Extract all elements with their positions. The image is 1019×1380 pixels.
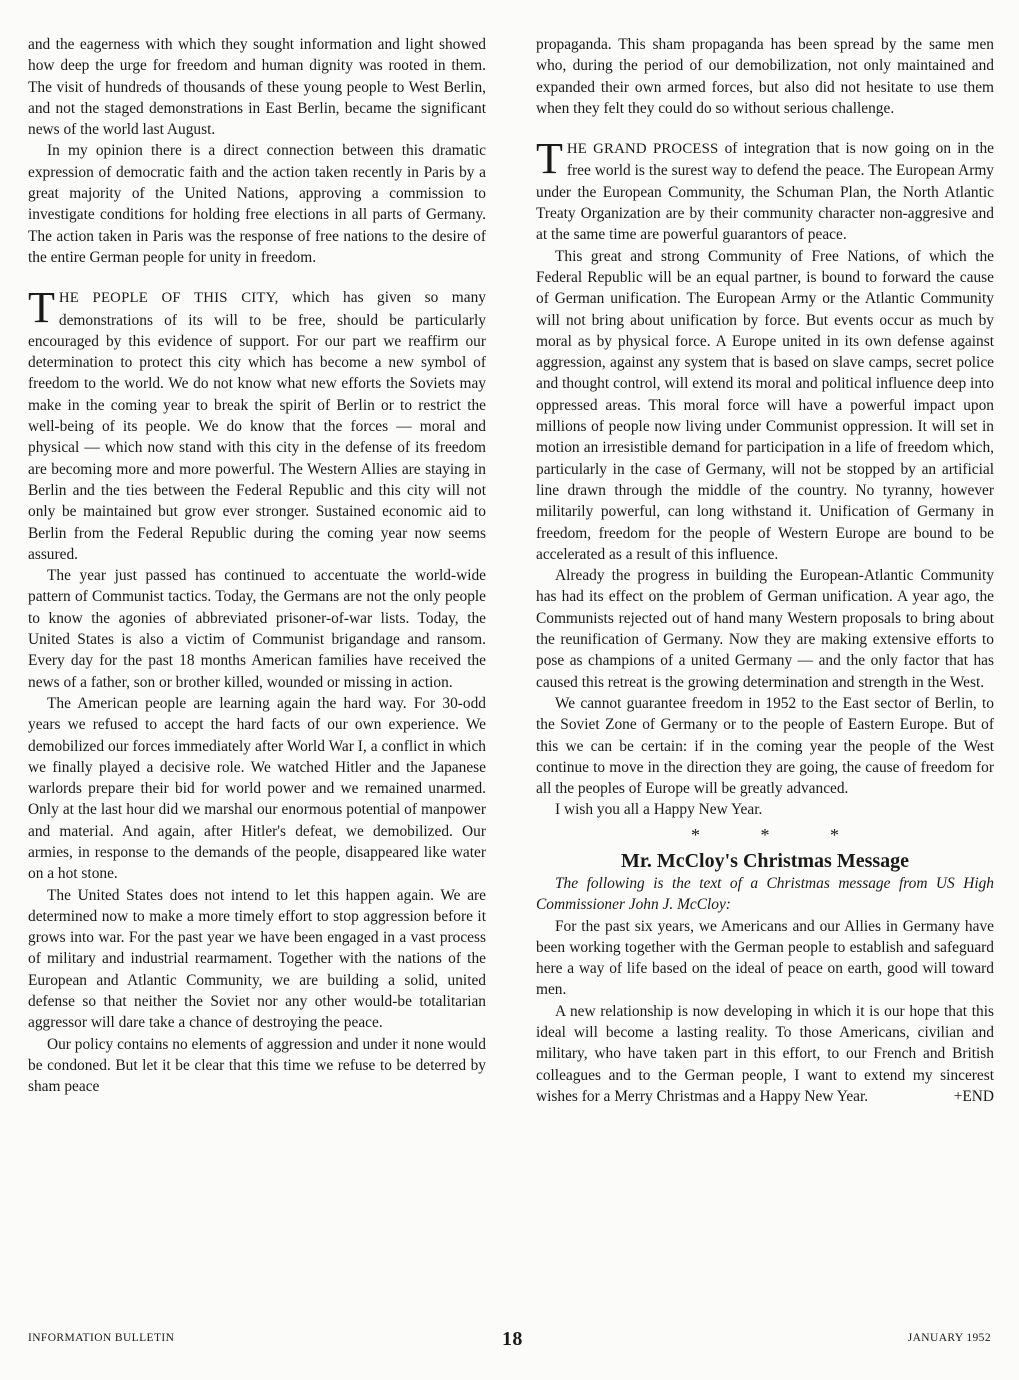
- page-footer: [28, 1328, 991, 1352]
- section-paragraph: [28, 283, 486, 565]
- right-column: [536, 34, 994, 1107]
- paragraph-text: A new relationship is now developing in which it is our hope that this ideal will become a lasting reality. To those Americans, civilian and military, who have taken part in this effort, to our French and British colleagues and to the German people, I want to extend my sincerest wishes for a Merry Christmas and a Happy New Year.: [536, 1002, 994, 1105]
- publication-name: INFORMATION BULLETIN: [28, 1332, 175, 1344]
- paragraph: The American people are learning again the hard way. For 30-odd years we refused to accept the hard facts of our own experience. We demobilized our forces immediately after World War I, a conflict in which we finally played a decisive role. We watched Hitler and the Japanese warlords prepare their bid for world power and we remained unarmed. Only at the last hour did we marshal our enormous potential of manpower and material. And again, after Hitler's defeat, we demobilized. Our armies, in response to the demands of the people, disappeared like water on a hot stone.: [28, 694, 486, 883]
- paragraph: propaganda. This sham propaganda has been spread by the same men who, during the period of our demobilization, not only maintained and expanded their own armed forces, but also did not hesitate to use them when they felt they could do so without serious challenge.: [536, 36, 994, 117]
- section-separator: * * *: [691, 824, 867, 845]
- page-number: 18: [502, 1328, 523, 1350]
- paragraph-text: which has given so many demonstrations of its will to be free, should be particularly encouraged by this evidence of support. For our part we reaffirm our determination to protect this city which has become a new symbol of freedom to the world. We do not know what new efforts the Soviets may make in the coming year to break the spirit of Berlin or to restrict the well-being of its people. We do know that the forces — moral and physical — which now stand with this city in the defense of its freedom are becoming more and more powerful. The Western Allies are staying in Berlin and the ties between the Federal Republic and this city will not only be maintained but grow ever stronger. Sustained economic aid to Berlin from the Federal Republic during the coming year now seems assured.: [28, 289, 486, 563]
- section-lead: HE GRAND PROCESS: [566, 141, 719, 158]
- paragraph: Our policy contains no elements of aggression and under it none would be condoned. But let it be clear that this time we refuse to be deterred by sham peace: [28, 1035, 486, 1096]
- paragraph: The year just passed has continued to accentuate the world-wide pattern of Communist tactics. Today, the Germans are not the only people to know the agonies of abbreviated prisoner-of-war lists. Today, the United States is also a victim of Communist brigandage and ransom. Every day for the past 18 months American families have received the news of a father, son or brother killed, wounded or missing in action.: [28, 567, 486, 691]
- issue-date: JANUARY 1952: [907, 1332, 991, 1344]
- paragraph: [536, 1001, 994, 1107]
- paragraph: We cannot guarantee freedom in 1952 to the East sector of Berlin, to the Soviet Zone of Germany or to the people of Eastern Europe. But of this we can be certain: if in the coming year the people of the West continue to move in the direction they are going, the cause of freedom for all the peoples of Europe will be greatly advanced.: [536, 694, 994, 798]
- paragraph: For the past six years, we Americans and our Allies in Germany have been working together with the German people to establish and safeguard here a way of life based on the ideal of peace on earth, good will toward men.: [536, 917, 994, 999]
- paragraph: In my opinion there is a direct connection between this dramatic expression of democratic faith and the action taken recently in Paris by a great majority of the United Nations, approving a commission to investigate conditions for holding free elections in all parts of Germany. The action taken in Paris was the response of free nations to the desire of the entire German people for unity in freedom.: [28, 142, 486, 266]
- paragraph-text: of integration that is now going on in the free world is the surest way to defend the peace. The European Army under the European Community, the Schuman Plan, the North Atlantic Treaty Organization are by their community character non-aggresive and at the same time are powerful guarantors of peace.: [536, 140, 994, 244]
- paragraph: The United States does not intend to let this happen again. We are determined now to make a more timely effort to stop aggression before it grows into war. For the past year we have been engaged in a vast process of military and industrial rearmament. Together with the nations of the European and Atlantic Community, we are building a solid, united defense so that neither the Soviet nor any other would-be totalitarian aggressor will dare take a chance of destroying the peace.: [28, 886, 486, 1032]
- paragraph: This great and strong Community of Free Nations, of which the Federal Republic will be an equal partner, is bound to forward the cause of German unification. The European Army or the Atlantic Community will not bring about unification by force. But events occur as much by moral as by physical force. A Europe united in its own defense against aggression, against any system that is based on slave camps, secret police and thought control, will extend its moral and political influence deep into oppressed areas. This moral force will have a powerful impact upon millions of people now living under Communist oppression. It will set in motion an irresistible demand for participation in a life of freedom which, particularly in the case of Germany, will not be stopped by an artificial line drawn through the middle of the country. No tyranny, however militarily powerful, can long withstand it. Unification of Germany in freedom, freedom for the people of Western Europe are bound to be accelerated as a result of this influence.: [536, 247, 994, 563]
- article-heading: Mr. McCloy's Christmas Message: [620, 849, 910, 872]
- article-intro: The following is the text of a Christmas message from US High Commissioner John J. McCloy:: [536, 874, 994, 914]
- section-paragraph: [536, 134, 994, 245]
- paragraph: and the eagerness with which they sought information and light showed how deep the urge for freedom and human dignity was rooted in them. The visit of hundreds of thousands of these young people to West Berlin, and not the staged demonstrations in East Berlin, became the significant news of the world last August.: [28, 36, 486, 139]
- drop-cap: T: [28, 283, 55, 333]
- end-mark: +END: [953, 1087, 994, 1105]
- drop-cap: T: [536, 134, 563, 184]
- paragraph: I wish you all a Happy New Year.: [555, 801, 763, 819]
- section-lead: HE PEOPLE OF THIS CITY,: [58, 290, 279, 307]
- left-column: [28, 34, 486, 1098]
- paragraph: Already the progress in building the European-Atlantic Community has had its effect on the problem of German unification. A year ago, the Communists rejected out of hand many Western proposals to bring about the reunification of Germany. Now they are making extensive efforts to pose as champions of a united Germany — and the only factor that has caused this retreat is the growing determination and strength in the West.: [536, 567, 994, 691]
